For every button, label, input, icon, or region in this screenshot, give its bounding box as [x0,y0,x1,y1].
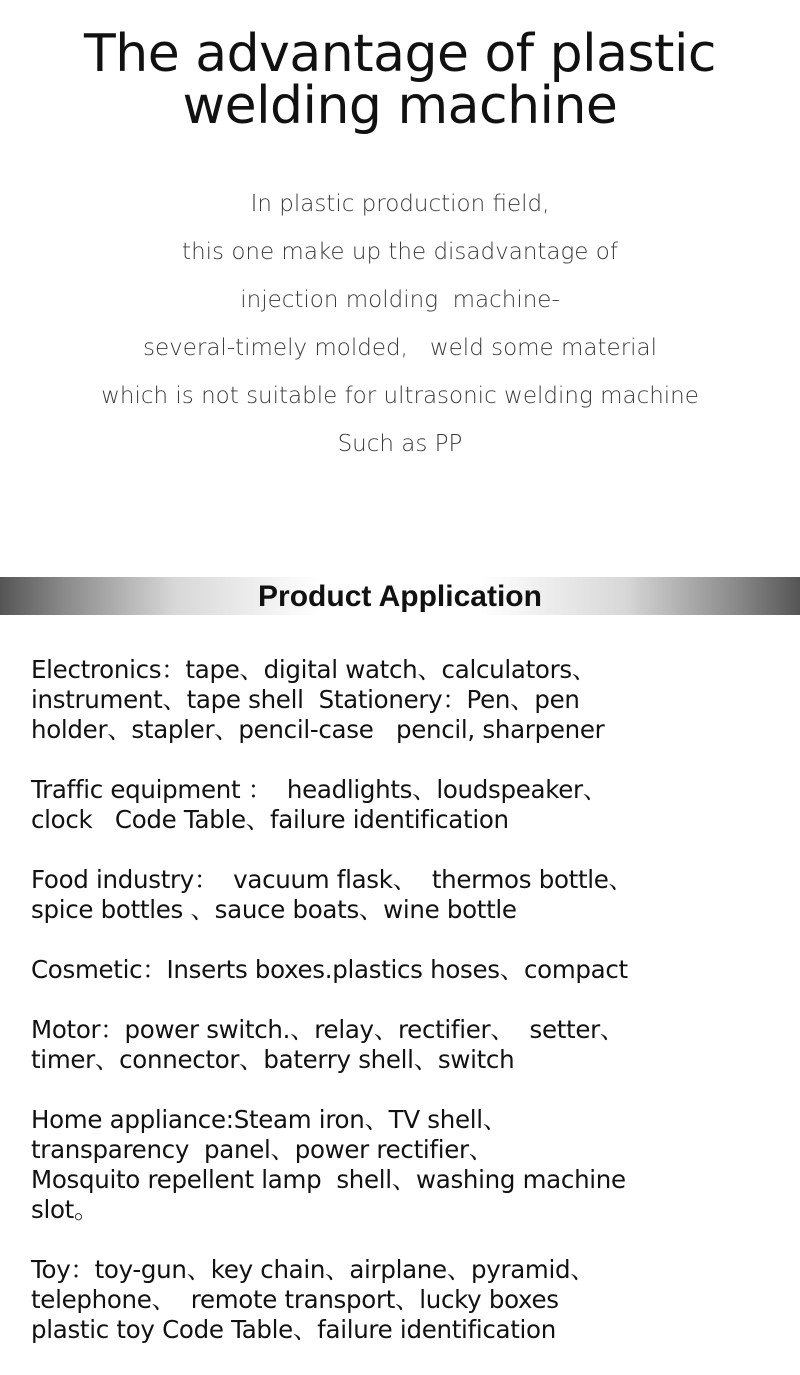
application-line: instrument、tape shell Stationery：Pen、pen [31,685,580,714]
intro-line: this one make up the disadvantage of [182,239,618,265]
application-line: plastic toy Code Table、failure identification [31,1315,556,1344]
application-home-appliance [31,1105,771,1225]
application-traffic [31,775,771,835]
application-line: Electronics：tape、digital watch、calculators、 [31,655,597,684]
application-cosmetic [31,955,771,985]
intro-line: Such as PP [337,431,463,457]
section-heading: Product Application [258,580,542,613]
page-title-line-2: welding machine [182,76,618,136]
intro-paragraph [0,180,800,468]
application-line: timer、connector、baterry shell、switch [31,1045,515,1074]
intro-line: several-timely molded, weld some material [142,335,658,361]
application-electronics [31,655,771,745]
application-toy [31,1255,771,1345]
application-list [31,655,771,1375]
application-line: Traffic equipment ： headlights、loudspeaker、 [31,775,607,804]
application-line: Home appliance:Steam iron、TV shell、 [31,1105,507,1134]
application-line: holder、stapler、pencil-case pencil, sharpener [31,715,605,744]
application-line: clock Code Table、failure identification [31,805,509,834]
section-banner [0,577,800,615]
application-motor [31,1015,771,1075]
intro-line: In plastic production field, [250,191,550,217]
application-line: Food industry： vacuum flask、 thermos bottle、 [31,865,633,894]
application-line: Toy：toy-gun、key chain、airplane、pyramid、 [31,1255,595,1284]
intro-line: injection molding machine- [240,287,560,313]
application-line: transparency panel、power rectifier、 [31,1135,493,1164]
application-line: spice bottles 、sauce boats、wine bottle [31,895,517,924]
application-food [31,865,771,925]
application-line: slot。 [31,1195,99,1224]
application-line: Motor：power switch.、relay、rectifier、 setter、 [31,1015,625,1044]
application-line: Cosmetic：Inserts boxes.plastics hoses、compact [31,955,628,984]
application-line: Mosquito repellent lamp shell、washing machine [31,1165,626,1194]
page-title [0,24,800,136]
application-line: telephone、 remote transport、lucky boxes [31,1285,559,1314]
page-title-line-1: The advantage of plastic [84,24,716,84]
intro-line: which is not suitable for ultrasonic welding machine [101,383,699,409]
